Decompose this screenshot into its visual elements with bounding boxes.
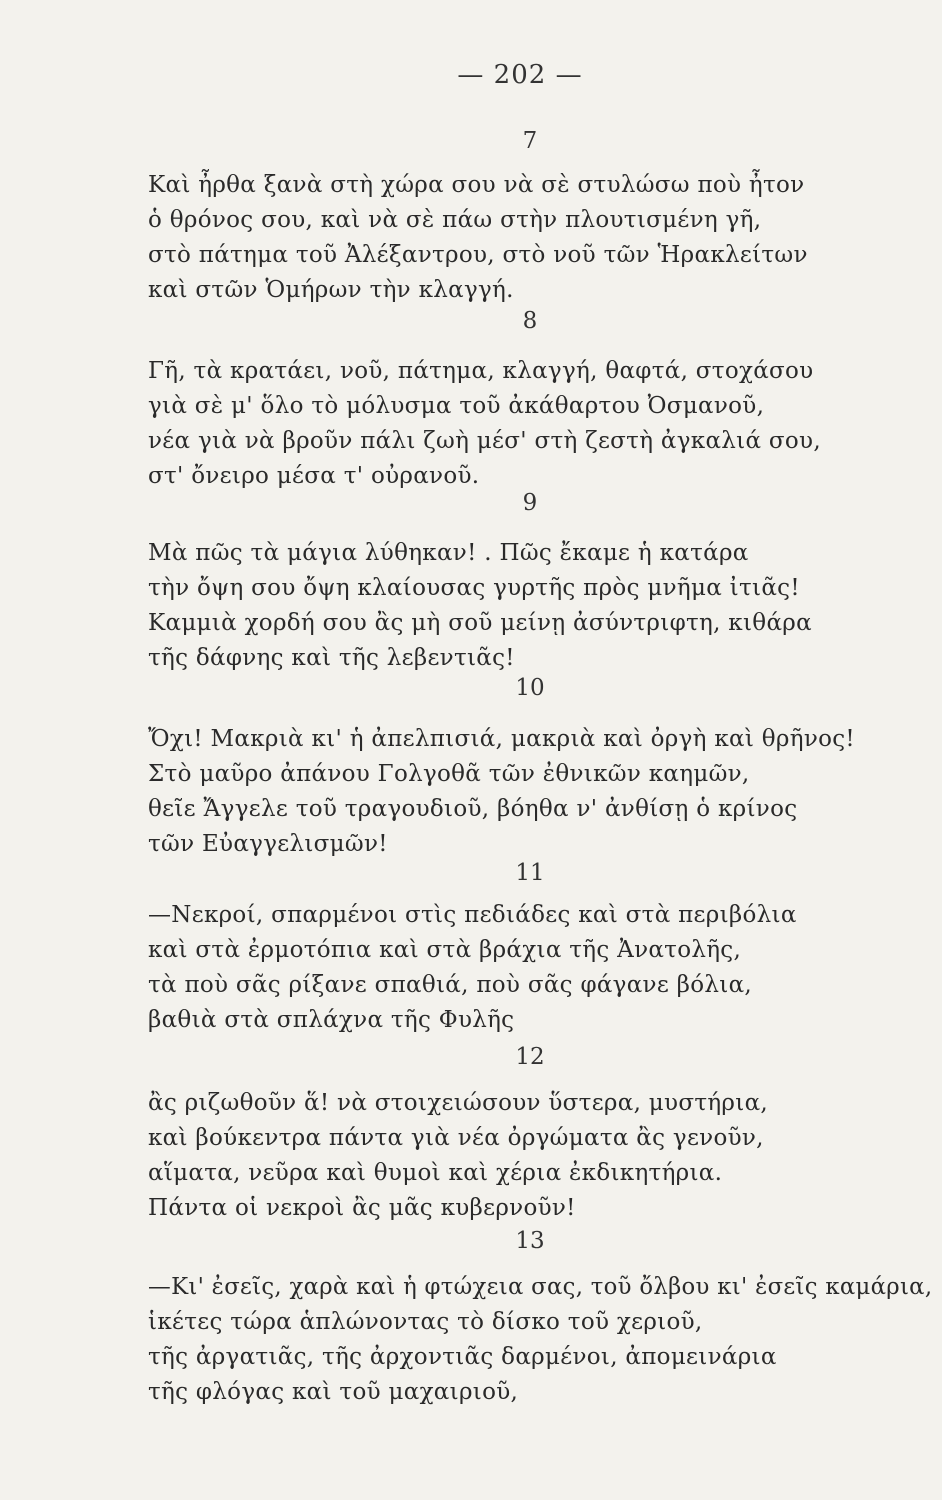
stanza-number: 8 [522,308,538,334]
verse-line: τῶν Εὐαγγελισμῶν! [148,831,388,857]
verse-line: ὁ θρόνος σου, καὶ νὰ σὲ πάω στὴν πλουτισμένη γῆ, [148,207,762,233]
verse-line: Ὄχι! Μακριὰ κι' ἡ ἀπελπισιά, μακριὰ καὶ ὀργὴ καὶ θρῆνος! [148,726,855,752]
verse-line: τὰ ποὺ σᾶς ρίξανε σπαθιά, ποὺ σᾶς φάγανε βόλια, [148,972,753,998]
stanza-number: 12 [515,1044,545,1070]
verse-line: τῆς φλόγας καὶ τοῦ μαχαιριοῦ, [148,1379,519,1405]
verse-line: βαθιὰ στὰ σπλάχνα τῆς Φυλῆς [148,1007,515,1033]
verse-line: θεῖε Ἄγγελε τοῦ τραγουδιοῦ, βόηθα ν' ἀνθίσῃ ὁ κρίνος [148,796,798,822]
verse-line: Καμμιὰ χορδή σου ἂς μὴ σοῦ μείνῃ ἀσύντριφτη, κιθάρα [148,610,812,636]
stanza-number: 13 [515,1228,545,1254]
verse-line: καὶ στὰ ἐρμοτόπια καὶ στὰ βράχια τῆς Ἀνατολῆς, [148,937,742,963]
stanza [148,536,928,676]
verse-line: τῆς ἀργατιᾶς, τῆς ἀρχοντιᾶς δαρμένοι, ἀπομεινάρια [148,1344,777,1370]
verse-line: Καὶ ἦρθα ξανὰ στὴ χώρα σου νὰ σὲ στυλώσω ποὺ ἦτον [148,172,805,198]
verse-line: Γῆ, τὰ κρατάει, νοῦ, πάτημα, κλαγγή, θαφτά, στοχάσου [148,358,814,384]
stanza [148,168,928,308]
verse-line: Στὸ μαῦρο ἀπάνου Γολγοθᾶ τῶν ἐθνικῶν καημῶν, [148,761,750,787]
verse-line: στὸ πάτημα τοῦ Ἀλέξαντρου, στὸ νοῦ τῶν Ἡρακλείτων [148,242,808,268]
stanza [148,1270,933,1410]
stanza-number: 11 [515,860,545,886]
verse-line: τὴν ὄψη σου ὄψη κλαίουσας γυρτῆς πρὸς μνῆμα ἰτιᾶς! [148,575,800,601]
stanza-number: 9 [522,490,538,516]
stanza-number: 7 [522,128,538,154]
stanza [148,722,928,862]
stanza [148,354,928,494]
verse-line: καὶ βούκεντρα πάντα γιὰ νέα ὀργώματα ἂς γενοῦν, [148,1125,764,1151]
verse-line: ἱκέτες τώρα ἁπλώνοντας τὸ δίσκο τοῦ χεριοῦ, [148,1309,703,1335]
verse-line: ἂς ριζωθοῦν ἅ! νὰ στοιχειώσουν ὕστερα, μυστήρια, [148,1090,769,1116]
verse-line: νέα γιὰ νὰ βροῦν πάλι ζωὴ μέσ' στὴ ζεστὴ ἀγκαλιά σου, [148,428,821,454]
verse-line: γιὰ σὲ μ' ὅλο τὸ μόλυσμα τοῦ ἀκάθαρτου Ὀσμανοῦ, [148,393,765,419]
verse-line: αἵματα, νεῦρα καὶ θυμοὶ καὶ χέρια ἐκδικητήρια. [148,1160,723,1186]
page-number: — 202 — [457,60,583,90]
stanza-number: 10 [515,675,545,701]
stanza [148,898,928,1038]
stanza [148,1086,928,1226]
verse-line: Μὰ πῶς τὰ μάγια λύθηκαν! . Πῶς ἔκαμε ἡ κατάρα [148,540,749,566]
verse-line: καὶ στῶν Ὁμήρων τὴν κλαγγή. [148,277,514,303]
verse-line: —Κι' ἐσεῖς, χαρὰ καὶ ἡ φτώχεια σας, τοῦ ὄλβου κι' ἐσεῖς καμάρια, [148,1274,933,1300]
verse-line: τῆς δάφνης καὶ τῆς λεβεντιᾶς! [148,645,515,671]
verse-line: —Νεκροί, σπαρμένοι στὶς πεδιάδες καὶ στὰ περιβόλια [148,902,797,928]
verse-line: στ' ὄνειρο μέσα τ' οὐρανοῦ. [148,463,480,489]
verse-line: Πάντα οἱ νεκροὶ ἂς μᾶς κυβερνοῦν! [148,1195,576,1221]
